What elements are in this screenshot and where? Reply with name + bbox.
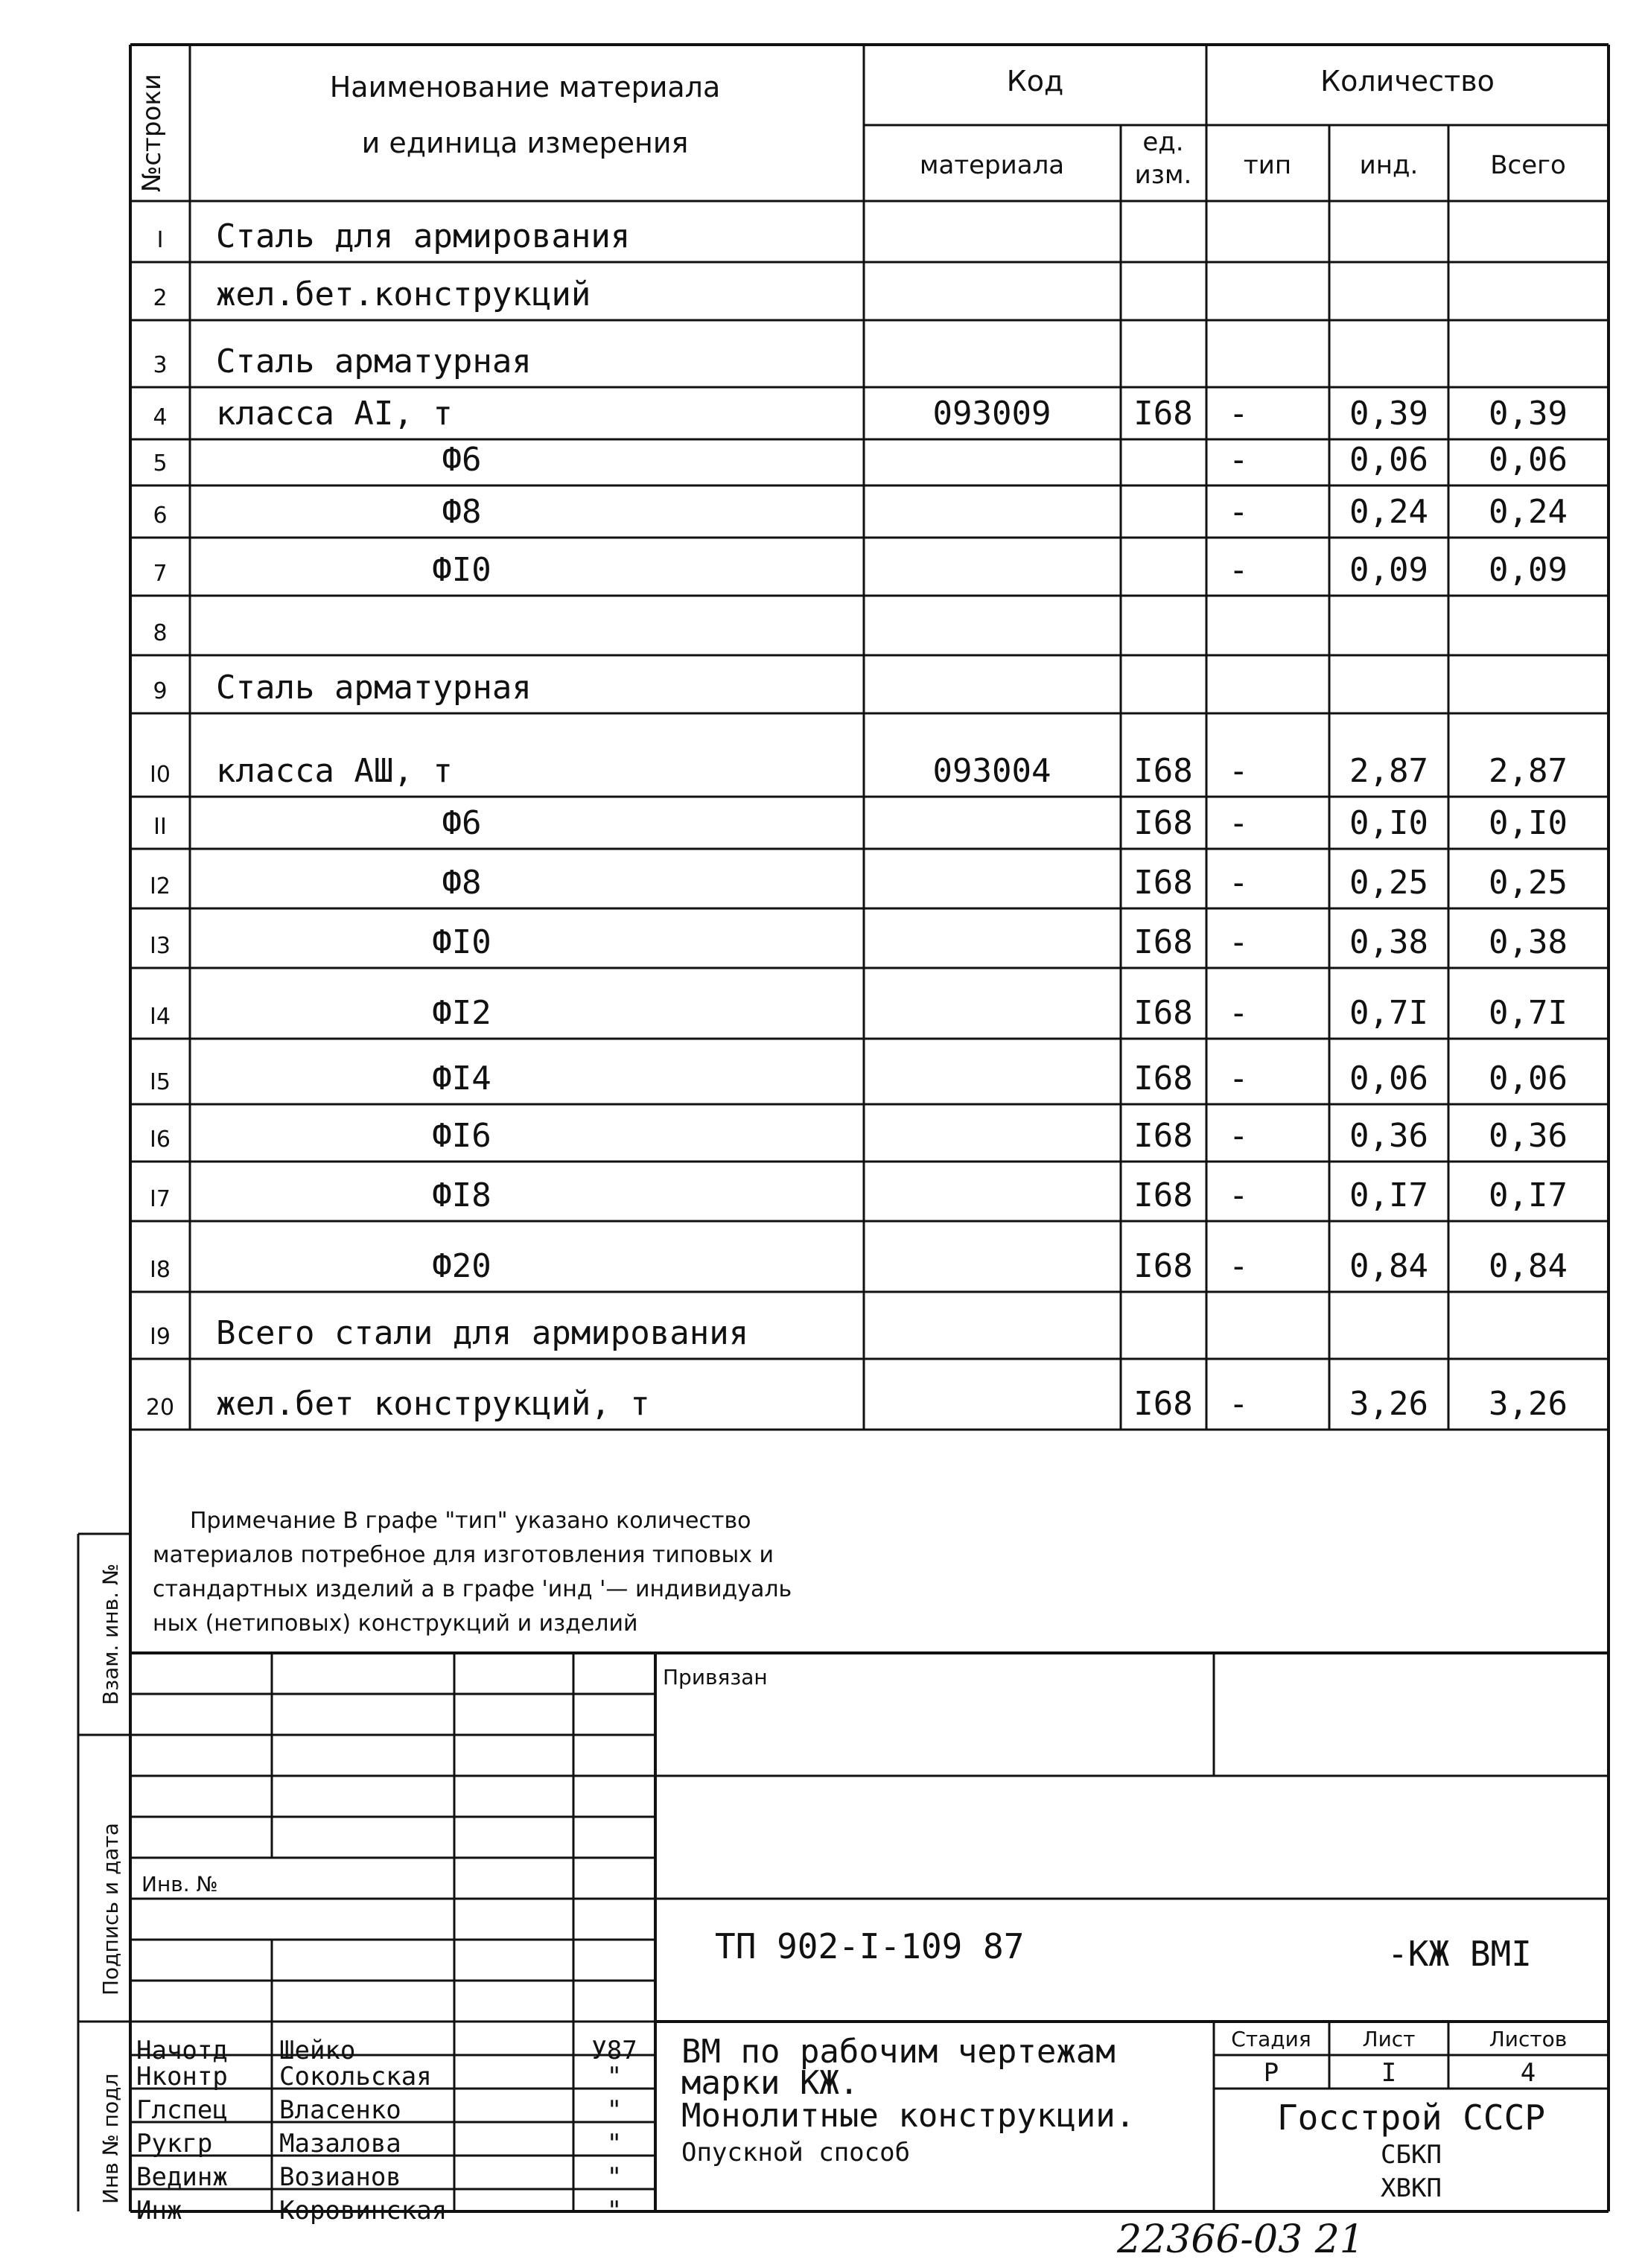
quantity-total: 0,84	[1489, 1247, 1568, 1285]
row-number: I	[156, 227, 164, 253]
unit-code: I68	[1133, 752, 1193, 790]
signer-date: "	[606, 2162, 623, 2192]
quantity-total: 0,38	[1489, 923, 1568, 961]
code-unit-header-2: изм.	[1134, 160, 1192, 190]
note-line-2: материалов потребное для изготовления типовых и	[153, 1542, 774, 1568]
side-label-sign-date: Подпись и дата	[98, 1823, 123, 1995]
doc-title-line-4: Опускной способ	[681, 2138, 911, 2167]
stage-label: Стадия	[1231, 2027, 1311, 2051]
signer-date: "	[606, 2129, 623, 2159]
unit-code: I68	[1133, 804, 1193, 842]
quantity-ind: 3,26	[1349, 1385, 1428, 1423]
signer-name: Шейко	[279, 2036, 356, 2065]
sheets-value: 4	[1520, 2058, 1536, 2088]
quantity-total: 0,36	[1489, 1117, 1568, 1155]
quantity-ind: 0,06	[1349, 441, 1428, 479]
quantity-ind: 0,38	[1349, 923, 1428, 961]
quantity-ind: 0,24	[1349, 493, 1428, 531]
quantity-total: 0,06	[1489, 1060, 1568, 1098]
unit-code: I68	[1133, 1385, 1193, 1423]
material-name: Ф8	[442, 493, 482, 531]
doc-title-line-1: ВМ по рабочим чертежам	[681, 2033, 1116, 2071]
signer-name: Власенко	[279, 2095, 401, 2125]
row-number: 5	[153, 450, 168, 477]
row-number: I6	[150, 1127, 171, 1153]
quantity-total: 0,I7	[1489, 1176, 1568, 1214]
code-unit-header-1: ед.	[1142, 127, 1184, 157]
signer-name: Коровинская	[279, 2196, 448, 2226]
code-header: Код	[1006, 65, 1064, 98]
row-number: I4	[150, 1004, 171, 1030]
material-code: 093004	[932, 752, 1051, 790]
row-number: 3	[153, 352, 168, 378]
quantity-ind: 0,09	[1349, 551, 1428, 589]
material-name: Ф8	[442, 864, 482, 902]
row-number: I3	[150, 933, 171, 959]
quantity-ind: 0,06	[1349, 1060, 1428, 1098]
row-number: I9	[150, 1324, 171, 1350]
code-material-header: материала	[919, 150, 1065, 180]
quantity-ind: 2,87	[1349, 752, 1428, 790]
row-number: I8	[150, 1257, 171, 1283]
signer-name: Возианов	[279, 2162, 401, 2192]
material-name: класса АШ, т	[216, 752, 453, 790]
unit-code: I68	[1133, 923, 1193, 961]
signer-date: "	[606, 2196, 623, 2226]
unit-code: I68	[1133, 1176, 1193, 1214]
inv-number-label: Инв. №	[141, 1872, 218, 1896]
material-name: жел.бет.конструкций	[216, 275, 591, 313]
row-number: I7	[150, 1186, 171, 1212]
row-number: 20	[145, 1395, 175, 1421]
quantity-ind: 0,I0	[1349, 804, 1428, 842]
signer-role: Глспец	[136, 2095, 228, 2125]
stage-value: Р	[1263, 2058, 1279, 2088]
quantity-total: 0,39	[1489, 395, 1568, 433]
table-text	[98, 65, 1568, 2262]
org-line-2: СБКП	[1381, 2140, 1442, 2170]
quantity-ind: 0,36	[1349, 1117, 1428, 1155]
quantity-type: -	[1229, 1117, 1249, 1155]
quantity-type: -	[1229, 994, 1249, 1032]
unit-code: I68	[1133, 994, 1193, 1032]
quantity-type: -	[1229, 441, 1249, 479]
material-name: ФI2	[432, 994, 491, 1032]
quantity-type: -	[1229, 804, 1249, 842]
attached-label: Привязан	[663, 1665, 768, 1689]
signer-role: Инж	[136, 2196, 182, 2226]
row-number: I2	[150, 873, 171, 899]
signer-name: Мазалова	[279, 2129, 401, 2159]
quantity-ind: 0,84	[1349, 1247, 1428, 1285]
quantity-type: -	[1229, 1060, 1249, 1098]
document-code: ТП 902-I-109 87	[715, 1926, 1025, 1966]
unit-code: I68	[1133, 1247, 1193, 1285]
row-number: 4	[153, 404, 168, 430]
unit-code: I68	[1133, 1060, 1193, 1098]
quantity-ind: 0,25	[1349, 864, 1428, 902]
quantity-total: 0,24	[1489, 493, 1568, 531]
quantity-type: -	[1229, 864, 1249, 902]
quantity-total: 0,09	[1489, 551, 1568, 589]
material-name: Ф20	[432, 1247, 491, 1285]
org-line-1: Госстрой СССР	[1276, 2097, 1546, 2138]
material-name: ФI0	[432, 923, 491, 961]
material-name: Всего стали для армирования	[216, 1314, 749, 1352]
material-name: класса АI, т	[216, 395, 453, 433]
row-number: 2	[153, 285, 168, 311]
row-number: I5	[150, 1069, 171, 1095]
row-number-header: №строки	[137, 74, 167, 192]
note-line-4: ных (нетиповых) конструкций и изделий	[153, 1611, 638, 1637]
signer-name: Сокольская	[279, 2062, 432, 2092]
quantity-type: -	[1229, 395, 1249, 433]
quantity-ind-header: инд.	[1359, 150, 1419, 180]
material-name: Сталь арматурная	[216, 343, 532, 380]
unit-code: I68	[1133, 395, 1193, 433]
material-name: Сталь для армирования	[216, 217, 631, 255]
material-name: Ф6	[442, 804, 482, 842]
material-code: 093009	[932, 395, 1051, 433]
row-number: I0	[150, 762, 171, 788]
quantity-total: 0,7I	[1489, 994, 1568, 1032]
signer-role: Нконтр	[136, 2062, 228, 2092]
quantity-total: 0,I0	[1489, 804, 1568, 842]
document-mark: -КЖ ВМI	[1387, 1934, 1532, 1974]
archive-number: 22366-03 21	[1117, 2217, 1364, 2262]
sheet-value: I	[1381, 2058, 1397, 2088]
quantity-type: -	[1229, 752, 1249, 790]
quantity-total: 2,87	[1489, 752, 1568, 790]
quantity-total: 0,06	[1489, 441, 1568, 479]
quantity-total: 3,26	[1489, 1385, 1568, 1423]
note-line-3: стандартных изделий а в графе 'инд '— индивидуаль	[153, 1576, 792, 1602]
signer-role: Вединж	[136, 2162, 228, 2192]
quantity-type: -	[1229, 1247, 1249, 1285]
material-name: ФI4	[432, 1060, 491, 1098]
quantity-type: -	[1229, 1176, 1249, 1214]
row-number: 8	[153, 620, 168, 646]
signer-date: "	[606, 2095, 623, 2125]
signer-role: Начотд	[136, 2036, 228, 2065]
quantity-type-header: тип	[1243, 150, 1292, 180]
material-name: жел.бет конструкций, т	[216, 1385, 650, 1423]
quantity-total: 0,25	[1489, 864, 1568, 902]
material-name: ФI6	[432, 1117, 491, 1155]
material-name: Ф6	[442, 441, 482, 479]
row-number: 6	[153, 503, 168, 529]
name-header-line2: и единица измерения	[361, 127, 689, 159]
quantity-ind: 0,39	[1349, 395, 1428, 433]
signer-date: У87	[591, 2036, 637, 2065]
signer-role: Рукгр	[136, 2129, 213, 2159]
side-label-replace-inv: Взам. инв. №	[98, 1563, 123, 1705]
org-line-3: ХВКП	[1381, 2173, 1442, 2203]
unit-code: I68	[1133, 1117, 1193, 1155]
material-name: Сталь арматурная	[216, 669, 532, 707]
quantity-type: -	[1229, 493, 1249, 531]
row-number: II	[153, 814, 167, 840]
unit-code: I68	[1133, 864, 1193, 902]
quantity-type: -	[1229, 1385, 1249, 1423]
name-header-line1: Наименование материала	[329, 71, 721, 103]
quantity-total-header: Всего	[1490, 150, 1566, 180]
material-name: ФI0	[432, 551, 491, 589]
quantity-type: -	[1229, 923, 1249, 961]
row-number: 9	[153, 678, 168, 704]
note-line-1: Примечание В графе "тип" указано количество	[190, 1508, 751, 1534]
side-label-inv-orig: Инв № подл	[98, 2073, 123, 2204]
material-name: ФI8	[432, 1176, 491, 1214]
sheet-label: Лист	[1362, 2027, 1416, 2051]
doc-title-line-2: марки КЖ.	[681, 2064, 859, 2102]
row-number: 7	[153, 561, 168, 587]
quantity-ind: 0,I7	[1349, 1176, 1428, 1214]
signer-date: "	[606, 2062, 623, 2092]
doc-title-line-3: Монолитные конструкции.	[681, 2097, 1136, 2135]
quantity-ind: 0,7I	[1349, 994, 1428, 1032]
quantity-type: -	[1229, 551, 1249, 589]
sheets-label: Листов	[1489, 2027, 1568, 2051]
quantity-header: Количество	[1320, 65, 1495, 98]
